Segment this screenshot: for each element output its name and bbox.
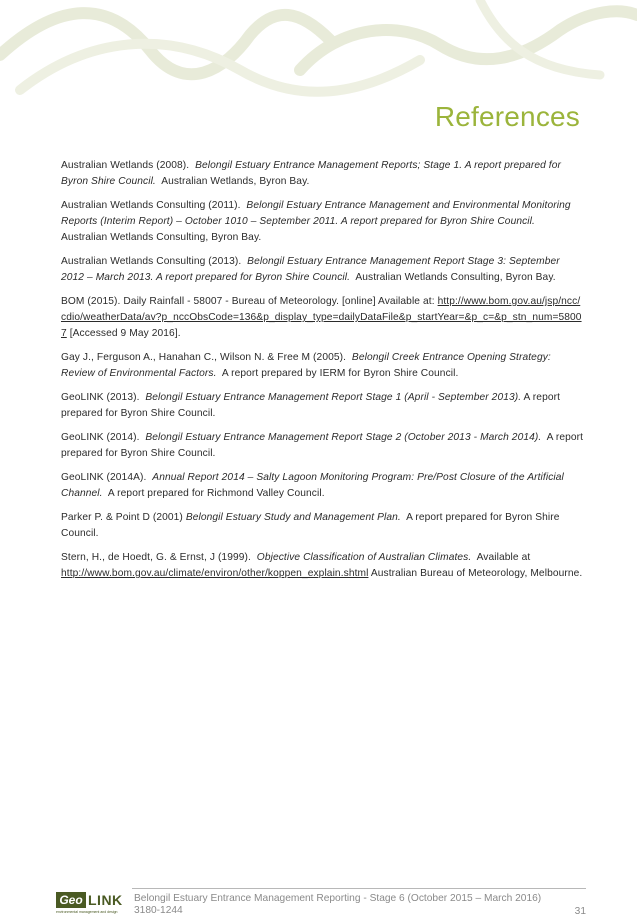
reference-list <box>61 158 585 590</box>
decorative-curves <box>0 0 637 110</box>
reference-item: Stern, H., de Hoedt, G. & Ernst, J (1999). Objective Classification of Australian Climates. Available at http://www.bom.gov.au/climate/environ/other/koppen_explain.shtml Australian Bureau of Meteorology, Melbourne. <box>61 552 583 579</box>
reference-item: Parker P. & Point D (2001) Belongil Estuary Study and Management Plan. A report prepared for Byron Shire Council. <box>61 512 560 539</box>
logo-geo-text: Geo <box>56 892 86 908</box>
reference-item: Australian Wetlands Consulting (2011). Belongil Estuary Entrance Management and Environmental Monitoring Reports (Interim Report) – October 1010 – September 2011. A report prepared for Byron Shire Council. Australian Wetlands Consulting, Byron Bay. <box>61 200 571 243</box>
reference-item: Australian Wetlands Consulting (2013). Belongil Estuary Entrance Management Report Stage 3: September 2012 – March 2013. A report prepared for Byron Shire Council. Australian Wetlands Consulting, Byron Bay. <box>61 256 560 283</box>
reference-link[interactable]: http://www.bom.gov.au/jsp/ncc/cdio/weatherData/av?p_nccObsCode=136&p_display_type=dailyDataFile&p_startYear=&p_c=&p_stn_num=58007 <box>61 296 582 339</box>
footer-divider <box>132 888 586 889</box>
page-number: 31 <box>574 906 586 917</box>
footer-project-code: 3180-1244 <box>134 905 183 916</box>
reference-item: GeoLINK (2013). Belongil Estuary Entrance Management Report Stage 1 (April - September 2013). A report prepared for Byron Shire Council. <box>61 392 561 419</box>
reference-item: BOM (2015). Daily Rainfall - 58007 - Bureau of Meteorology. [online] Available at: http://www.bom.gov.au/jsp/ncc/cdio/weatherData/av?p_nccObsCode=136&p_display_type=dailyDataFile&p_startYear=&p_c=&p_stn_num=58007 [Accessed 9 May 2016]. <box>61 296 582 339</box>
footer-document-title <box>134 893 554 917</box>
footer-report-name: Belongil Estuary Entrance Management Reporting - Stage 6 (October 2015 – March 2016) <box>134 893 542 904</box>
geolink-logo <box>56 892 126 922</box>
reference-item: Gay J., Ferguson A., Hanahan C., Wilson N. & Free M (2005). Belongil Creek Entrance Opening Strategy: Review of Environmental Factors. A report prepared by IERM for Byron Shire Council. <box>61 352 551 379</box>
logo-link-text: LINK <box>88 892 123 908</box>
logo-tagline: environmental management and design <box>56 910 118 914</box>
page-footer <box>56 884 586 924</box>
reference-link[interactable]: http://www.bom.gov.au/climate/environ/other/koppen_explain.shtml <box>61 568 369 579</box>
reference-item: Australian Wetlands (2008). Belongil Estuary Entrance Management Reports; Stage 1. A report prepared for Byron Shire Council. Australian Wetlands, Byron Bay. <box>61 160 561 187</box>
reference-item: GeoLINK (2014A). Annual Report 2014 – Salty Lagoon Monitoring Program: Pre/Post Closure of the Artificial Channel. A report prepared for Richmond Valley Council. <box>61 472 564 499</box>
reference-item: GeoLINK (2014). Belongil Estuary Entrance Management Report Stage 2 (October 2013 - March 2014). A report prepared for Byron Shire Council. <box>61 432 584 459</box>
page-title: References <box>434 101 580 132</box>
